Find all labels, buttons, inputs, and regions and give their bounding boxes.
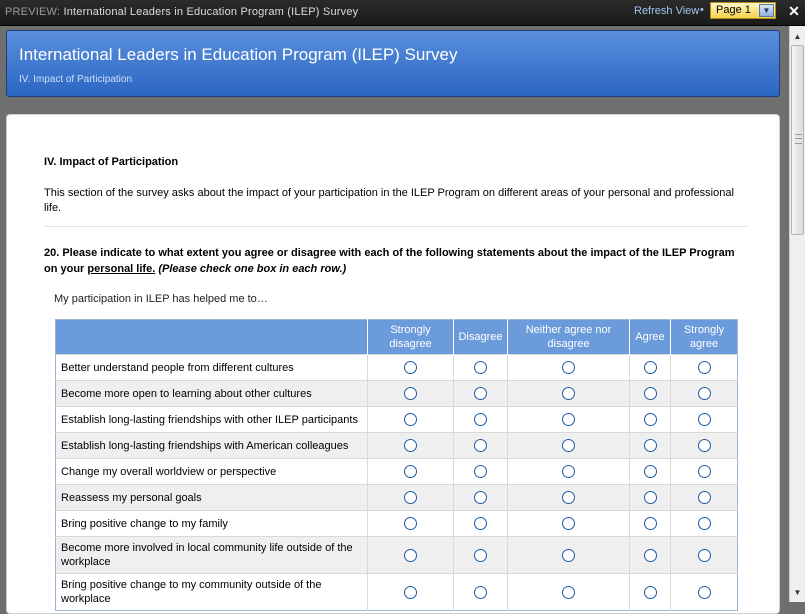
- radio-cell: [671, 407, 738, 433]
- column-header: Disagree: [454, 320, 508, 355]
- radio-option[interactable]: [644, 465, 657, 478]
- radio-option[interactable]: [404, 465, 417, 478]
- radio-option[interactable]: [474, 491, 487, 504]
- radio-cell: [630, 381, 671, 407]
- close-button[interactable]: ✕: [788, 3, 800, 19]
- row-statement: Bring positive change to my family: [56, 511, 368, 537]
- grid-header-row: [56, 320, 738, 355]
- radio-option[interactable]: [698, 439, 711, 452]
- radio-option[interactable]: [562, 413, 575, 426]
- radio-cell: [630, 574, 671, 611]
- likert-grid: [55, 319, 738, 611]
- radio-option[interactable]: [698, 549, 711, 562]
- radio-option[interactable]: [698, 586, 711, 599]
- table-row: [56, 407, 738, 433]
- radio-cell: [508, 574, 630, 611]
- radio-cell: [454, 433, 508, 459]
- row-statement: Reassess my personal goals: [56, 485, 368, 511]
- radio-cell: [630, 485, 671, 511]
- row-statement: Become more open to learning about other cultures: [56, 381, 368, 407]
- survey-header: [6, 30, 780, 97]
- question-instruction: (Please check one box in each row.): [158, 263, 347, 275]
- radio-cell: [630, 511, 671, 537]
- preview-survey-name: International Leaders in Education Program (ILEP) Survey: [63, 6, 359, 18]
- radio-option[interactable]: [404, 413, 417, 426]
- radio-cell: [508, 355, 630, 381]
- radio-cell: [508, 485, 630, 511]
- radio-option[interactable]: [474, 517, 487, 530]
- scroll-down-icon[interactable]: ▼: [793, 588, 802, 597]
- row-statement: Become more involved in local community life outside of the workplace: [56, 537, 368, 574]
- question-text: [44, 245, 744, 277]
- survey-title: International Leaders in Education Program (ILEP) Survey: [19, 45, 458, 64]
- radio-option[interactable]: [698, 517, 711, 530]
- radio-option[interactable]: [644, 361, 657, 374]
- radio-cell: [508, 537, 630, 574]
- radio-cell: [508, 407, 630, 433]
- table-row: [56, 433, 738, 459]
- radio-cell: [368, 537, 454, 574]
- radio-option[interactable]: [474, 387, 487, 400]
- radio-option[interactable]: [698, 413, 711, 426]
- radio-cell: [508, 433, 630, 459]
- radio-option[interactable]: [404, 361, 417, 374]
- table-row: [56, 511, 738, 537]
- radio-option[interactable]: [404, 586, 417, 599]
- radio-option[interactable]: [644, 413, 657, 426]
- radio-cell: [368, 485, 454, 511]
- scrollbar-thumb[interactable]: [791, 45, 804, 235]
- radio-option[interactable]: [474, 465, 487, 478]
- radio-cell: [671, 574, 738, 611]
- radio-option[interactable]: [474, 549, 487, 562]
- radio-option[interactable]: [562, 387, 575, 400]
- radio-option[interactable]: [404, 491, 417, 504]
- radio-option[interactable]: [404, 517, 417, 530]
- radio-cell: [368, 433, 454, 459]
- radio-option[interactable]: [698, 491, 711, 504]
- row-statement: Bring positive change to my community outside of the workplace: [56, 574, 368, 611]
- table-row: [56, 537, 738, 574]
- radio-option[interactable]: [562, 517, 575, 530]
- row-statement: Better understand people from different cultures: [56, 355, 368, 381]
- radio-cell: [508, 459, 630, 485]
- radio-option[interactable]: [644, 387, 657, 400]
- radio-option[interactable]: [644, 439, 657, 452]
- radio-cell: [368, 381, 454, 407]
- radio-option[interactable]: [474, 361, 487, 374]
- radio-option[interactable]: [562, 491, 575, 504]
- radio-cell: [508, 511, 630, 537]
- radio-cell: [630, 537, 671, 574]
- table-row: [56, 485, 738, 511]
- survey-section-subtitle: IV. Impact of Participation: [19, 74, 133, 85]
- column-header: Strongly agree: [671, 320, 738, 355]
- radio-cell: [454, 355, 508, 381]
- row-statement: Change my overall worldview or perspective: [56, 459, 368, 485]
- radio-cell: [671, 537, 738, 574]
- row-statement: Establish long-lasting friendships with American colleagues: [56, 433, 368, 459]
- radio-cell: [671, 433, 738, 459]
- radio-cell: [671, 459, 738, 485]
- refresh-view-link[interactable]: Refresh View: [634, 5, 700, 17]
- radio-cell: [454, 574, 508, 611]
- radio-cell: [454, 459, 508, 485]
- column-header: Strongly disagree: [368, 320, 454, 355]
- radio-cell: [454, 511, 508, 537]
- radio-cell: [630, 459, 671, 485]
- survey-page: [6, 114, 780, 614]
- radio-cell: [368, 355, 454, 381]
- radio-option[interactable]: [562, 586, 575, 599]
- radio-cell: [368, 407, 454, 433]
- radio-cell: [454, 407, 508, 433]
- toolbar-separator: •: [700, 4, 704, 16]
- radio-option[interactable]: [562, 439, 575, 452]
- radio-option[interactable]: [474, 413, 487, 426]
- radio-option[interactable]: [644, 549, 657, 562]
- page-select-value: Page 1: [716, 4, 751, 16]
- radio-cell: [671, 381, 738, 407]
- radio-cell: [671, 511, 738, 537]
- radio-option[interactable]: [562, 465, 575, 478]
- scroll-up-icon[interactable]: ▲: [793, 32, 802, 41]
- radio-option[interactable]: [644, 586, 657, 599]
- radio-cell: [671, 485, 738, 511]
- radio-option[interactable]: [404, 387, 417, 400]
- radio-option[interactable]: [698, 361, 711, 374]
- chevron-down-icon[interactable]: ▼: [759, 4, 774, 17]
- row-statement: Establish long-lasting friendships with other ILEP participants: [56, 407, 368, 433]
- radio-cell: [508, 381, 630, 407]
- radio-cell: [671, 355, 738, 381]
- radio-option[interactable]: [404, 549, 417, 562]
- radio-cell: [630, 407, 671, 433]
- radio-option[interactable]: [474, 586, 487, 599]
- radio-cell: [454, 485, 508, 511]
- radio-option[interactable]: [644, 491, 657, 504]
- column-header: Agree: [630, 320, 671, 355]
- radio-cell: [368, 574, 454, 611]
- question-prefix: 20. Please indicate to what extent you agree or disagree with each of the following statements about the impact of the ILEP Program on your: [44, 247, 735, 275]
- preview-label: PREVIEW:: [5, 6, 61, 18]
- radio-option[interactable]: [562, 361, 575, 374]
- radio-option[interactable]: [644, 517, 657, 530]
- radio-option[interactable]: [698, 465, 711, 478]
- radio-cell: [368, 511, 454, 537]
- survey-frame: [0, 26, 789, 605]
- table-row: [56, 355, 738, 381]
- vertical-scrollbar[interactable]: [789, 26, 805, 602]
- preview-toolbar: [0, 0, 805, 26]
- radio-cell: [454, 537, 508, 574]
- radio-cell: [630, 355, 671, 381]
- radio-option[interactable]: [404, 439, 417, 452]
- radio-option[interactable]: [698, 387, 711, 400]
- grid-header-blank: [56, 320, 368, 355]
- section-description: This section of the survey asks about the impact of your participation in the ILEP Program on different areas of your personal and professional life.: [44, 187, 734, 214]
- radio-option[interactable]: [562, 549, 575, 562]
- grip-icon: [795, 134, 802, 144]
- table-row: [56, 574, 738, 611]
- radio-option[interactable]: [474, 439, 487, 452]
- radio-cell: [454, 381, 508, 407]
- question-emphasis: personal life.: [87, 263, 156, 275]
- table-row: [56, 381, 738, 407]
- radio-cell: [630, 433, 671, 459]
- radio-cell: [368, 459, 454, 485]
- section-title: IV. Impact of Participation: [44, 156, 179, 168]
- table-row: [56, 459, 738, 485]
- divider: [44, 226, 747, 227]
- page-select[interactable]: [710, 2, 776, 19]
- column-header: Neither agree nor disagree: [508, 320, 630, 355]
- question-intro: My participation in ILEP has helped me to…: [54, 293, 268, 305]
- preview-title: [5, 6, 358, 18]
